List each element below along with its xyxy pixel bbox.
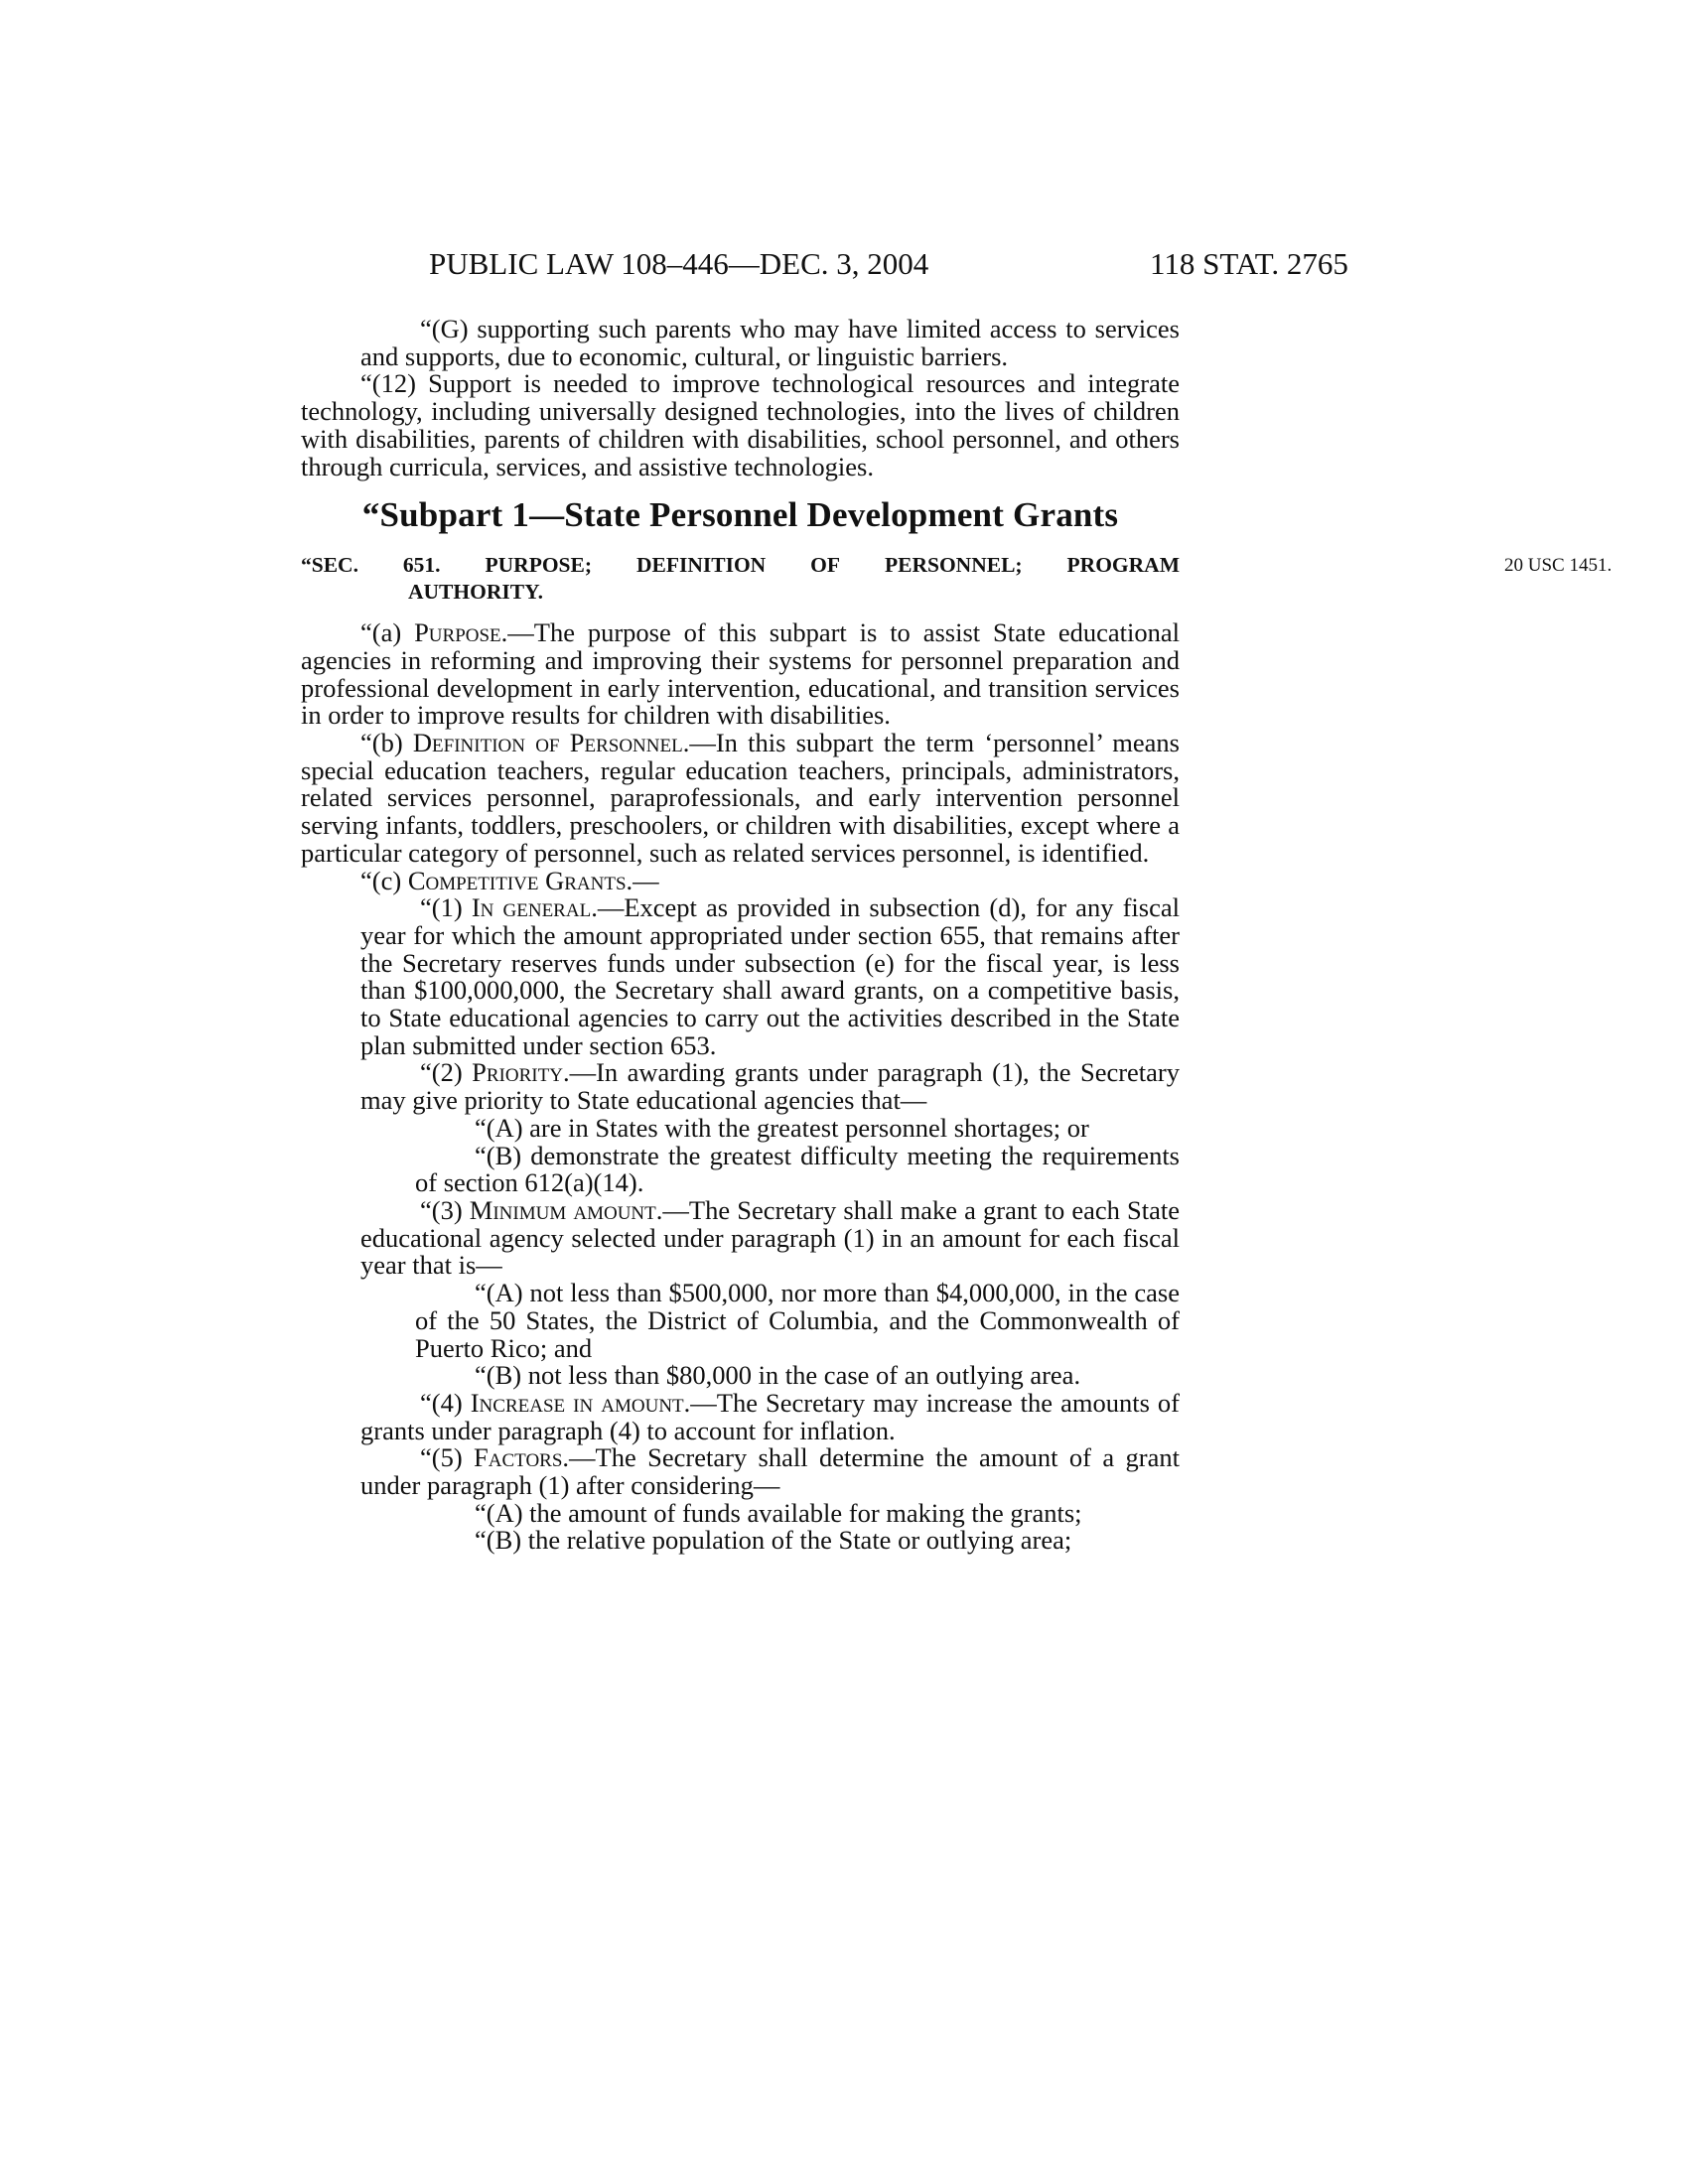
- paragraph-c5-heading: Factors: [474, 1442, 563, 1473]
- subsection-b: [301, 730, 1180, 868]
- paragraph-c1-heading: In general: [471, 892, 592, 923]
- paragraph-c5: [301, 1444, 1180, 1499]
- paragraph-c5-prefix: “(5): [420, 1442, 475, 1473]
- subsection-a-heading: Purpose: [414, 617, 501, 648]
- section-word: PROGRAM: [1066, 553, 1180, 578]
- paragraph-c1-text: .—Except as provided in subsection (d), for any fiscal year for which the amount appropriated under section 655, that remains after the Secretary reserves funds under subsection (e) for the fiscal year, is less than $100,000,000, the Secretary shall award grants, on a competitive basis, to State educational agencies to carry out the activities described in the State plan submitted under section 653.: [360, 892, 1180, 1060]
- subsection-b-heading: Definition of Personnel: [412, 728, 683, 758]
- paragraph-c2-text: .—In awarding grants under paragraph (1), the Secretary may give priority to State educational agencies that—: [360, 1057, 1180, 1116]
- running-head: PUBLIC LAW 108–446—DEC. 3, 2004: [429, 246, 929, 281]
- paragraph-c2-prefix: “(2): [420, 1057, 473, 1088]
- subparagraph-c2-b: “(B) demonstrate the greatest difficulty meeting the requirements of section 612(a)(14).: [415, 1140, 1180, 1198]
- section-word: PURPOSE;: [485, 553, 593, 578]
- statute-page-number: 118 STAT. 2765: [1150, 246, 1348, 281]
- subsection-c-heading: Competitive Grants: [407, 865, 627, 895]
- paragraph-c2: [301, 1059, 1180, 1114]
- usc-margin-note: 20 USC 1451.: [1504, 555, 1613, 577]
- paragraph-c4-text: .—The Secretary may increase the amounts of grants under paragraph (4) to account for inflation.: [360, 1387, 1181, 1445]
- section-word: “SEC.: [301, 553, 358, 578]
- paragraph-c2-heading: Priority: [472, 1057, 563, 1088]
- subpart-heading: “Subpart 1—State Personnel Development Grants: [361, 495, 1119, 535]
- subsection-c-prefix: “(c): [360, 865, 408, 895]
- subparagraph-c3-b: “(B) not less than $80,000 in the case of an outlying area.: [475, 1360, 1081, 1391]
- paragraph-c3: [301, 1194, 1180, 1281]
- paragraph-c1: [301, 894, 1180, 1059]
- statute-text: [301, 314, 1613, 1556]
- paragraph-c3-text: .—The Secretary shall make a grant to each State educational agency selected under paragraph (1) in an amount for each fiscal year that is—: [360, 1194, 1180, 1281]
- subparagraph-c3-a: “(A) not less than $500,000, nor more than $4,000,000, in the case of the 50 States, the District of Columbia, and the Commonwealth of Puerto Rico; and: [415, 1278, 1180, 1363]
- subsection-c: [301, 865, 1180, 895]
- paragraph-c4-prefix: “(4): [420, 1387, 471, 1418]
- page-header: [0, 246, 1688, 286]
- section-word: PERSONNEL;: [885, 553, 1023, 578]
- subparagraph-c5-b: “(B) the relative population of the State or outlying area;: [475, 1525, 1072, 1556]
- subsection-c-text: .—: [626, 865, 659, 895]
- subparagraph-c5-a: “(A) the amount of funds available for making the grants;: [475, 1497, 1082, 1528]
- subsection-b-prefix: “(b): [360, 728, 413, 758]
- paragraph-c3-heading: Minimum amount: [469, 1194, 656, 1225]
- paragraph-c5-text: .—The Secretary shall determine the amount of a grant under paragraph (1) after considering—: [360, 1442, 1180, 1501]
- subsection-b-text: .—In this subpart the term ‘personnel’ means special education teachers, regular education teachers, principals, administrators, related services personnel, paraprofessionals, and early intervention personnel serving infants, toddlers, preschoolers, or children with disabilities, except where a particular category of personnel, such as related services personnel, is identified.: [301, 728, 1180, 868]
- subsection-a: [301, 619, 1180, 730]
- paragraph-c4-heading: Increase in amount: [470, 1387, 684, 1418]
- section-word: DEFINITION: [635, 553, 767, 578]
- paragraph-c4: [301, 1387, 1181, 1445]
- subsection-a-prefix: “(a): [360, 617, 415, 648]
- paragraph-g: “(G) supporting such parents who may have limited access to services and supports, due to economic, cultural, or linguistic barriers.: [360, 314, 1180, 371]
- paragraph-c1-prefix: “(1): [420, 892, 472, 923]
- subparagraph-c2-a: “(A) are in States with the greatest personnel shortages; or: [475, 1112, 1089, 1143]
- section-word: OF: [810, 553, 841, 578]
- paragraph-c3-prefix: “(3): [420, 1194, 470, 1225]
- subsection-a-text: .—The purpose of this subpart is to assist State educational agencies in reforming and improving their systems for personnel preparation and professional development in early intervention, educational, and transition services in order to improve results for children with disabilities.: [301, 617, 1180, 731]
- section-heading-line: [301, 552, 1180, 579]
- section-heading-line-2: AUTHORITY.: [408, 580, 544, 605]
- paragraph-12: “(12) Support is needed to improve technological resources and integrate technology, including universally designed technologies, into the lives of children with disabilities, parents of children with disabilities, school personnel, and others through curricula, services, and assistive technologies.: [301, 368, 1180, 481]
- section-heading: [301, 552, 1613, 606]
- section-word: 651.: [402, 553, 441, 578]
